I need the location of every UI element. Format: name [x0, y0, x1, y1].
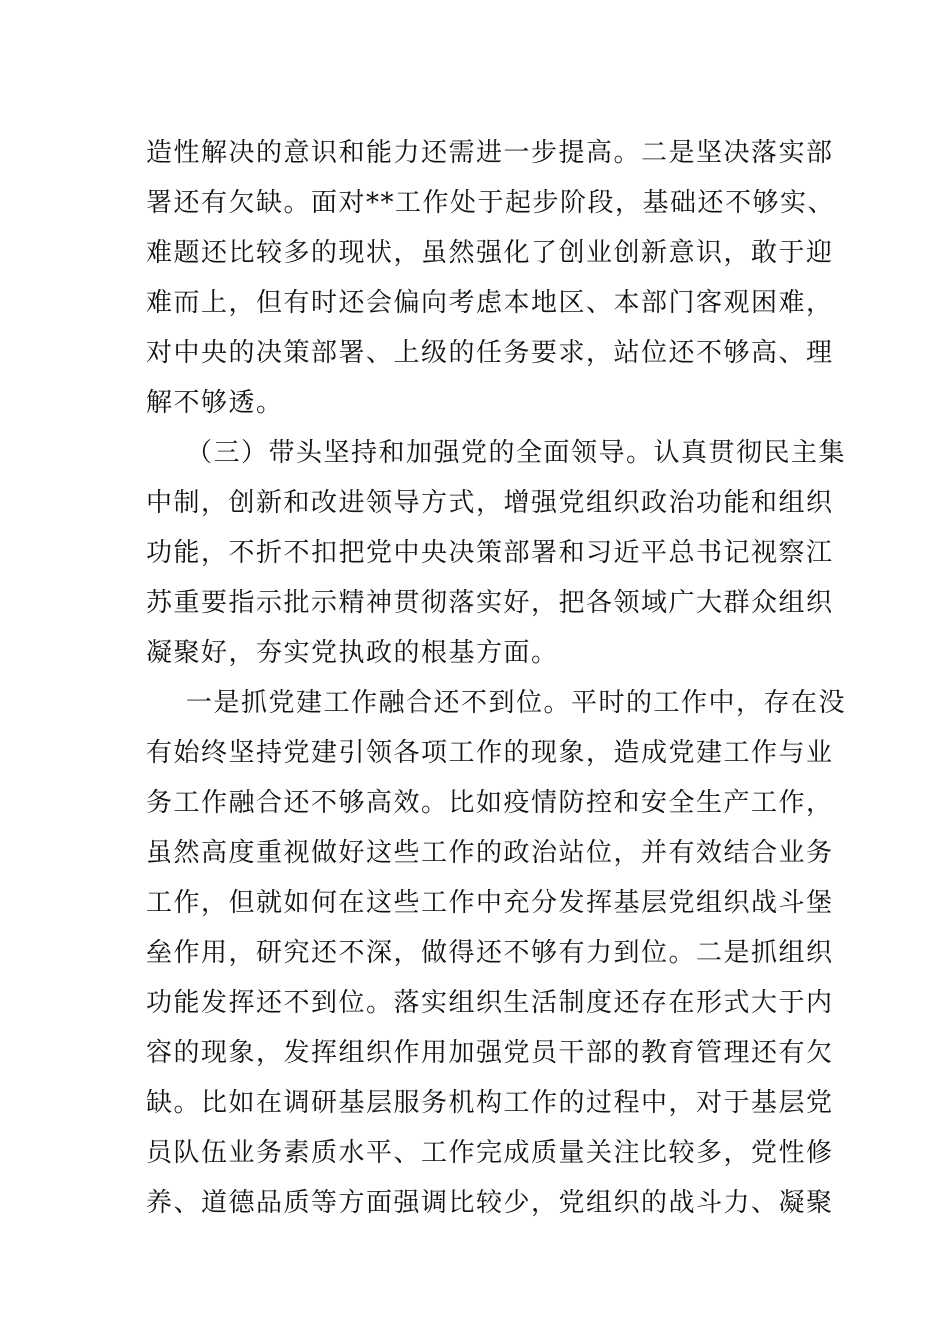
- text-line: 凝聚好，夯实党执政的根基方面。: [146, 638, 559, 668]
- text-line: 虽然高度重视做好这些工作的政治站位，并有效结合业务: [146, 838, 834, 868]
- text-line: 容的现象，发挥组织作用加强党员干部的教育管理还有欠: [146, 1038, 834, 1068]
- text-line: 功能发挥还不到位。落实组织生活制度还存在形式大于内: [146, 988, 834, 1018]
- text-line: 工作，但就如何在这些工作中充分发挥基层党组织战斗堡: [146, 888, 834, 918]
- text-line: 难而上，但有时还会偏向考虑本地区、本部门客观困难，: [146, 288, 834, 318]
- paragraph-start: 一是抓党建工作融合还不到位。平时的工作中，存在没: [186, 688, 847, 718]
- section-heading: （三）带头坚持和加强党的全面领导。认真贯彻民主集: [186, 438, 847, 468]
- text-line: 苏重要指示批示精神贯彻落实好，把各领域广大群众组织: [146, 588, 834, 618]
- text-line: 养、道德品质等方面强调比较少，党组织的战斗力、凝聚: [146, 1188, 834, 1218]
- text-line: 署还有欠缺。面对**工作处于起步阶段，基础还不够实、: [146, 188, 836, 218]
- text-line: 垒作用，研究还不深，做得还不够有力到位。二是抓组织: [146, 938, 834, 968]
- text-line: 务工作融合还不够高效。比如疫情防控和安全生产工作，: [146, 788, 834, 818]
- text-line: 功能，不折不扣把党中央决策部署和习近平总书记视察江: [146, 538, 834, 568]
- text-line: 员队伍业务素质水平、工作完成质量关注比较多，党性修: [146, 1138, 834, 1168]
- text-line: 解不够透。: [146, 388, 284, 418]
- text-line: 对中央的决策部署、上级的任务要求，站位还不够高、理: [146, 338, 834, 368]
- text-line: 中制，创新和改进领导方式，增强党组织政治功能和组织: [146, 488, 834, 518]
- text-line: 难题还比较多的现状，虽然强化了创业创新意识，敢于迎: [146, 238, 834, 268]
- text-line: 造性解决的意识和能力还需进一步提高。二是坚决落实部: [146, 138, 834, 168]
- text-line: 缺。比如在调研基层服务机构工作的过程中，对于基层党: [146, 1088, 834, 1118]
- text-line: 有始终坚持党建引领各项工作的现象，造成党建工作与业: [146, 738, 834, 768]
